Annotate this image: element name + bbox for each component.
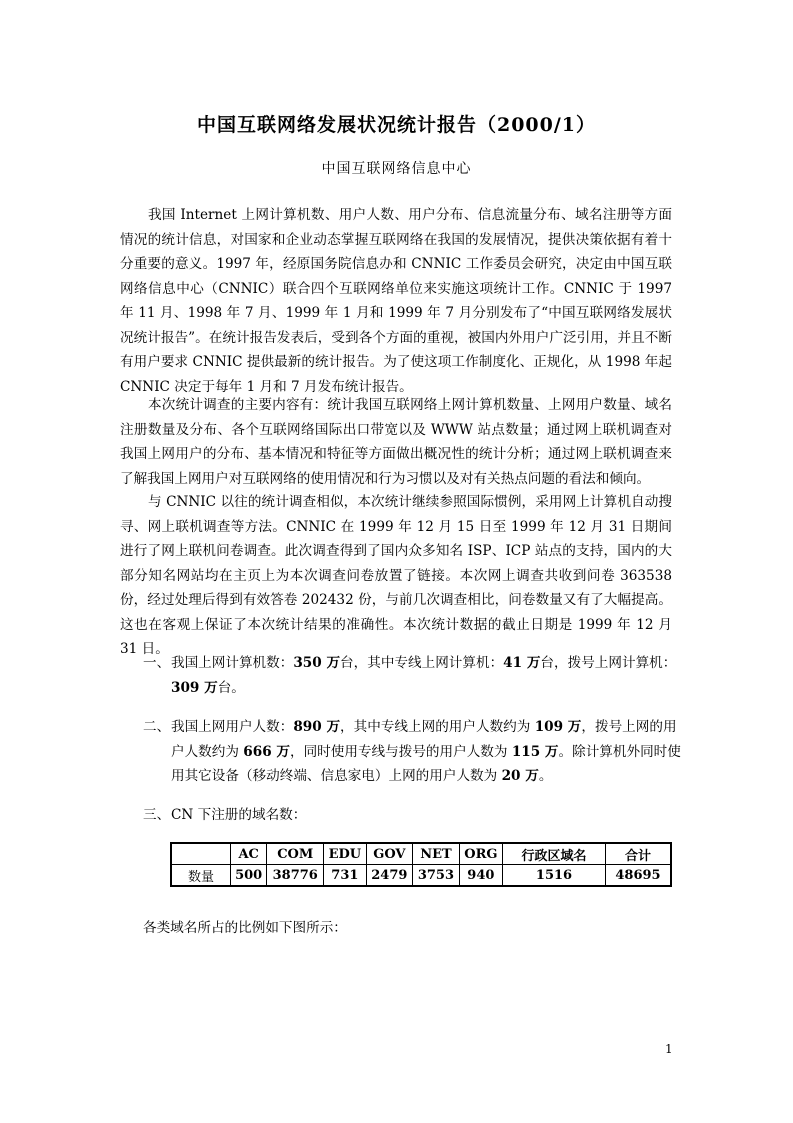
leased-line-computers-value: 41 万 bbox=[503, 655, 541, 671]
table-header-cell: AC bbox=[231, 843, 267, 865]
table-cell: 731 bbox=[324, 865, 366, 887]
table-cell: 48695 bbox=[606, 865, 672, 887]
both-users-value: 115 万 bbox=[511, 743, 559, 760]
table-row-label: 数量 bbox=[171, 865, 231, 887]
leased-line-users-value: 109 万 bbox=[534, 719, 582, 735]
item-text bbox=[171, 715, 683, 789]
table-cell: 1516 bbox=[503, 865, 606, 887]
item-text bbox=[171, 651, 683, 700]
table-header-cell: GOV bbox=[366, 843, 413, 865]
table-cell: 500 bbox=[231, 865, 267, 887]
table-header-cell: ORG bbox=[459, 843, 502, 865]
table-header-cell: COM bbox=[267, 843, 324, 865]
content-paragraph: 本次统计调查的主要内容有：统计我国互联网络上网计算机数量、上网用户数量、域名注册数量及分布、各个互联网络国际出口带宽以及 WWW 站点数量；通过网上联机调查对我国上网用户的分布、基本情况和特征等方面做出概况性的统计分析；通过网上联机调查来了解我国上网用户对互联网络的使用情况和行为习惯以及对有关热点问题的看法和倾向。 bbox=[120, 397, 672, 487]
table-header-cell: 行政区域名 bbox=[503, 843, 606, 865]
table-header-cell: EDU bbox=[324, 843, 366, 865]
item-users bbox=[143, 715, 683, 789]
intro-paragraph: 我国 Internet 上网计算机数、用户人数、用户分布、信息流量分布、域名注册等方面情况的统计信息，对国家和企业动态掌握互联网络在我国的发展情况，提供决策依据有着十分重要的意义。1997 年，经原国务院信息办和 CNNIC 工作委员会研究，决定由中国互联网络信息中心（CNNIC）联合四个互联网络单位来实施这项统计工作。CNNIC 于 1997 年 11 月、1998 年 7 月、1999 年 1 月和 1999 年 7 月分别发布了“中国互联网络发展状况统计报告”。在统计报告发表后，受到各个方面的重视，被国内外用户广泛引用，并且不断有用户要求 CNNIC 提供最新的统计报告。为了使这项工作制度化、正规化，从 1998 年起 CNNIC 决定于每年 1 月和 7 月发布统计报告。 bbox=[120, 207, 672, 395]
dialup-computers-value: 309 万 bbox=[171, 679, 218, 696]
item-computers bbox=[143, 651, 683, 700]
text-run: ，其中专线上网的用户人数约为 bbox=[340, 719, 535, 735]
table-cell: 3753 bbox=[413, 865, 460, 887]
item-domains bbox=[143, 803, 683, 828]
text-run: 台。 bbox=[217, 679, 245, 696]
page-number: 1 bbox=[665, 1042, 673, 1056]
table-cell: 2479 bbox=[366, 865, 413, 887]
dialup-users-value: 666 万 bbox=[243, 743, 290, 760]
item-number: 一、 bbox=[143, 655, 171, 671]
total-computers-value: 350 万 bbox=[293, 655, 341, 671]
table-cell: 38776 bbox=[267, 865, 324, 887]
item-text: CN 下注册的域名数： bbox=[171, 807, 307, 823]
text-run: 台，其中专线上网计算机： bbox=[340, 655, 504, 671]
text-run: ，拨号上网的用户人数约为 bbox=[171, 719, 677, 760]
text-run: 台，拨号上网计算机： bbox=[540, 655, 677, 671]
table-row bbox=[171, 865, 671, 887]
text-run: 我国上网计算机数： bbox=[171, 655, 294, 671]
domain-count-table bbox=[170, 842, 672, 887]
other-device-users-value: 20 万 bbox=[501, 768, 539, 784]
table-header-cell: 合计 bbox=[606, 843, 672, 865]
text-run: 。除计算机外同时使用其它设备（移动终端、信息家电）上网的用户人数为 bbox=[171, 743, 681, 784]
chart-caption: 各类域名所占的比例如下图所示： bbox=[143, 920, 347, 936]
table-header-cell: NET bbox=[413, 843, 460, 865]
total-users-value: 890 万 bbox=[293, 719, 341, 735]
table-header-cell bbox=[171, 843, 231, 865]
text-run: ，同时使用专线与拨号的用户人数为 bbox=[290, 743, 512, 760]
text-run: 我国上网用户人数： bbox=[171, 719, 294, 735]
table-cell: 940 bbox=[459, 865, 502, 887]
method-paragraph: 与 CNNIC 以往的统计调查相似，本次统计继续参照国际惯例，采用网上计算机自动搜寻、网上联机调查等方法。CNNIC 在 1999 年 12 月 15 日至 1999 年 12 月 31 日期间进行了网上联机问卷调查。此次调查得到了国内众多知名 ISP、ICP 站点的支持，国内的大部分知名网站均在主页上为本次调查问卷放置了链接。本次网上调查共收到问卷 363538 份，经过处理后得到有效答卷 202432 份，与前几次调查相比，问卷数量又有了大幅提高。这也在客观上保证了本次统计结果的准确性。本次统计数据的截止日期是 1999 年 12 月 31 日。 bbox=[120, 494, 672, 657]
table-header-row bbox=[171, 843, 671, 865]
item-number: 二、 bbox=[143, 719, 171, 735]
text-run: 。 bbox=[538, 768, 553, 784]
report-author: 中国互联网络信息中心 bbox=[321, 161, 472, 177]
item-number: 三、 bbox=[143, 807, 171, 823]
report-title: 中国互联网络发展状况统计报告（2000/1） bbox=[196, 114, 597, 136]
